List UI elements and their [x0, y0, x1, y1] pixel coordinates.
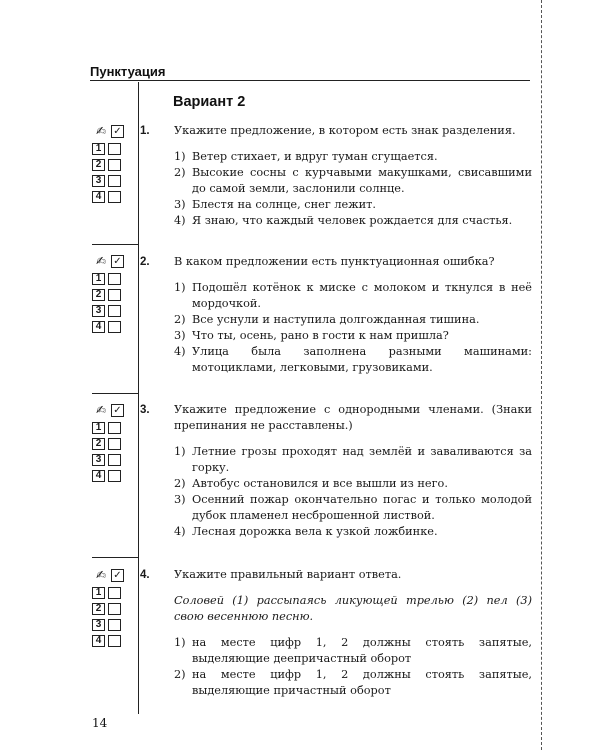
- option[interactable]: [174, 344, 532, 376]
- answer-number: 3: [92, 454, 105, 466]
- option-number: 1): [174, 636, 186, 649]
- question-separator: [92, 557, 138, 558]
- question-text: Укажите предложение с однородными членами. (Знаки препинания не расставлены.): [174, 403, 532, 432]
- option[interactable]: [174, 149, 532, 165]
- option-number: 3): [174, 329, 186, 342]
- option[interactable]: [174, 213, 532, 229]
- pencil-icon: ✍: [96, 124, 107, 138]
- answer-box-2: [92, 254, 132, 335]
- option[interactable]: [174, 444, 532, 476]
- option-text: Что ты, осень, рано в гости к нам пришла?: [192, 329, 449, 342]
- option-text: Автобус остановился и все вышли из него.: [192, 477, 448, 490]
- answer-checkbox[interactable]: [108, 635, 121, 647]
- pencil-icon: ✍: [96, 403, 107, 417]
- option[interactable]: [174, 492, 532, 524]
- answer-checkbox[interactable]: [108, 587, 121, 599]
- answer-checkbox[interactable]: [108, 191, 121, 203]
- option-text: Все уснули и наступила долгожданная тишина.: [192, 313, 480, 326]
- answer-checkbox[interactable]: [108, 470, 121, 482]
- options-list: [174, 280, 532, 376]
- question-text: Укажите предложение, в котором есть знак разделения.: [174, 124, 516, 137]
- answer-checkbox[interactable]: [108, 422, 121, 434]
- question-text: Укажите правильный вариант ответа.: [174, 568, 402, 581]
- option-number: 1): [174, 445, 186, 458]
- answer-checkbox[interactable]: [108, 143, 121, 155]
- option-text: Лесная дорожка вела к узкой ложбинке.: [192, 525, 438, 538]
- margin-rule: [138, 82, 139, 714]
- question-sentence: Соловей (1) рассыпаясь ликующей трелью (2) пел (3) свою весеннюю песню.: [174, 594, 532, 623]
- pencil-icon: ✍: [96, 254, 107, 268]
- option-number: 1): [174, 281, 186, 294]
- answer-number: 4: [92, 191, 105, 203]
- option-text: Улица была заполнена разными машинами: мотоциклами, легковыми, грузовиками.: [192, 345, 532, 374]
- option[interactable]: [174, 197, 532, 213]
- options-list: [174, 635, 532, 699]
- option-text: Ветер стихает, и вдруг туман сгущается.: [192, 150, 438, 163]
- variant-title: Вариант 2: [173, 94, 246, 110]
- option-text: на месте цифр 1, 2 должны стоять запятые, выделяющие причастный оборот: [192, 668, 532, 697]
- question-text: В каком предложении есть пунктуационная ошибка?: [174, 255, 495, 268]
- option-text: Высокие сосны с курчавыми макушками, свисавшими до самой земли, заслонили солнце.: [192, 166, 532, 195]
- answer-number: 3: [92, 305, 105, 317]
- option-text: Подошёл котёнок к миске с молоком и ткнулся в неё мордочкой.: [192, 281, 532, 310]
- answer-number: 2: [92, 289, 105, 301]
- option-number: 1): [174, 150, 186, 163]
- header-rule: [90, 80, 530, 81]
- answer-number: 3: [92, 175, 105, 187]
- option-number: 3): [174, 493, 186, 506]
- answer-number: 1: [92, 422, 105, 434]
- answer-number: 1: [92, 143, 105, 155]
- checkbox-icon: ✓: [111, 255, 124, 268]
- question-1: [140, 123, 532, 229]
- option[interactable]: [174, 280, 532, 312]
- question-number: 3.: [140, 404, 150, 416]
- answer-checkbox[interactable]: [108, 305, 121, 317]
- options-list: [174, 149, 532, 229]
- option[interactable]: [174, 476, 532, 492]
- option-number: 2): [174, 166, 186, 179]
- answer-number: 2: [92, 438, 105, 450]
- option-number: 3): [174, 198, 186, 211]
- option-number: 2): [174, 313, 186, 326]
- answer-number: 2: [92, 603, 105, 615]
- option-number: 4): [174, 345, 186, 358]
- answer-checkbox[interactable]: [108, 603, 121, 615]
- answer-box-1: [92, 124, 132, 205]
- pencil-icon: ✍: [96, 568, 107, 582]
- option[interactable]: [174, 524, 532, 540]
- option-number: 4): [174, 214, 186, 227]
- option[interactable]: [174, 667, 532, 699]
- answer-number: 4: [92, 470, 105, 482]
- question-separator: [92, 393, 138, 394]
- answer-number: 3: [92, 619, 105, 631]
- option[interactable]: [174, 635, 532, 667]
- answer-number: 1: [92, 273, 105, 285]
- option[interactable]: [174, 328, 532, 344]
- option-number: 2): [174, 668, 186, 681]
- answer-number: 2: [92, 159, 105, 171]
- answer-checkbox[interactable]: [108, 321, 121, 333]
- section-header: Пунктуация: [90, 64, 166, 79]
- option-text: Я знаю, что каждый человек рождается для счастья.: [192, 214, 513, 227]
- answer-checkbox[interactable]: [108, 438, 121, 450]
- checkbox-icon: ✓: [111, 125, 124, 138]
- question-separator: [92, 244, 138, 245]
- question-4: [140, 567, 532, 699]
- answer-checkbox[interactable]: [108, 175, 121, 187]
- answer-box-3: [92, 403, 132, 484]
- answer-number: 4: [92, 635, 105, 647]
- question-2: [140, 254, 532, 376]
- cut-line: [541, 0, 542, 750]
- question-3: [140, 402, 532, 540]
- option-text: на месте цифр 1, 2 должны стоять запятые, выделяющие деепричастный оборот: [192, 636, 532, 665]
- answer-checkbox[interactable]: [108, 454, 121, 466]
- question-number: 4.: [140, 569, 150, 581]
- answer-box-4: [92, 568, 132, 649]
- page-number: 14: [92, 716, 108, 730]
- option[interactable]: [174, 165, 532, 197]
- question-number: 2.: [140, 256, 150, 268]
- checkbox-icon: ✓: [111, 569, 124, 582]
- option-text: Осенний пожар окончательно погас и только молодой дубок пламенел несброшенной листвой.: [192, 493, 532, 522]
- option-text: Летние грозы проходят над землёй и заваливаются за горку.: [192, 445, 532, 474]
- option-number: 4): [174, 525, 186, 538]
- answer-checkbox[interactable]: [108, 619, 121, 631]
- question-number: 1.: [140, 125, 150, 137]
- option[interactable]: [174, 312, 532, 328]
- answer-number: 1: [92, 587, 105, 599]
- answer-checkbox[interactable]: [108, 289, 121, 301]
- answer-checkbox[interactable]: [108, 159, 121, 171]
- option-number: 2): [174, 477, 186, 490]
- checkbox-icon: ✓: [111, 404, 124, 417]
- options-list: [174, 444, 532, 540]
- option-text: Блестя на солнце, снег лежит.: [192, 198, 376, 211]
- answer-number: 4: [92, 321, 105, 333]
- answer-checkbox[interactable]: [108, 273, 121, 285]
